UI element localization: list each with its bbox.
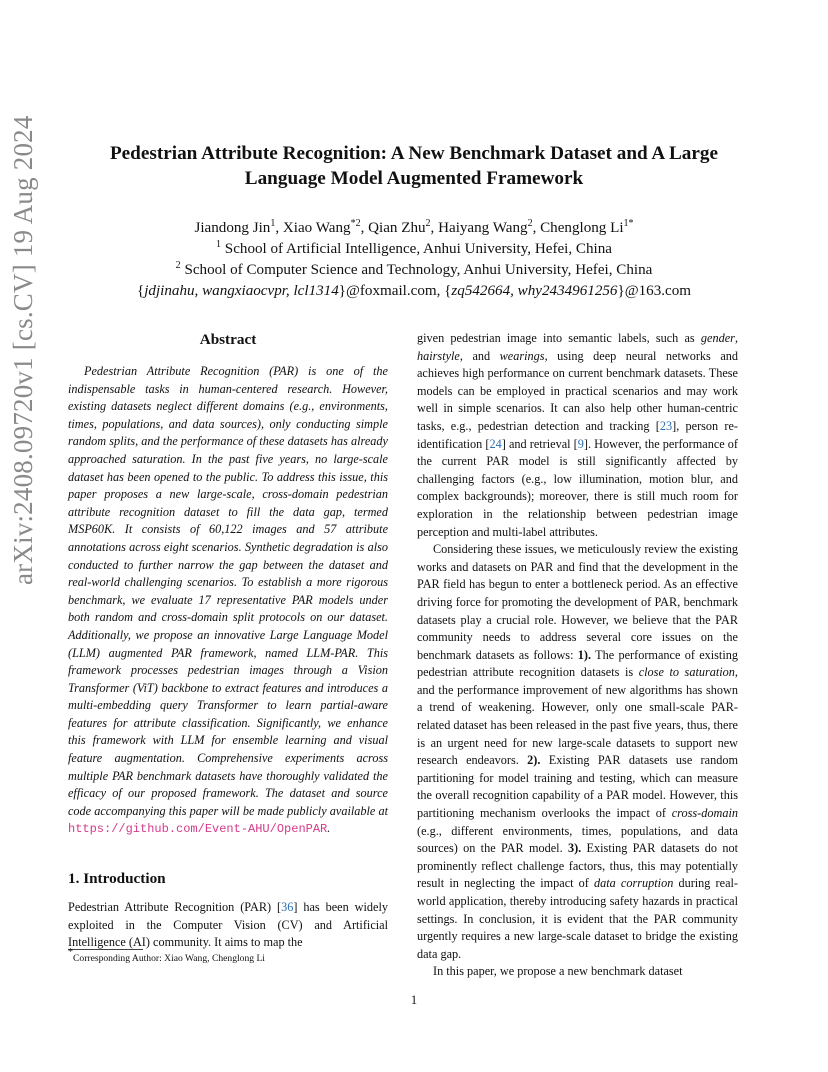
intro-text: ] has been widely exploited in the Computer Vision (CV) and Artificial Intelligence (AI) community. It aims to map the bbox=[68, 900, 389, 950]
body-text: during real-world application, thereby introducing safety hazards in practical settings. In conclusion, it is evident that the PAR community urgently requires a new large-scale dataset to bridge the existing data gap. bbox=[417, 876, 738, 961]
author-list: Jiandong Jin$^1$, Xiao Wang$^{*2}$, Qian Zhu$^2$, Haiyang Wang$^2$, Chenglong $Li^{1*}$ bbox=[194, 218, 634, 236]
left-column bbox=[68, 330, 388, 952]
body-text: given pedestrian image into semantic labels, such as bbox=[417, 331, 701, 345]
body-text: ]. However, the performance of the current PAR model is still significantly affected by challenging factors (e.g., low illumination, motion blur, and complex backgrounds); moreover, there is still much room for exploration in the relationship between pedestrian image perception and multi-label attributes. bbox=[417, 436, 739, 539]
code-link[interactable]: https://github.com/Event-AHU/OpenPAR bbox=[68, 822, 328, 837]
author-affiliation-mark: 2 bbox=[425, 218, 431, 229]
body-text: In this paper, we propose a new benchmark dataset bbox=[433, 964, 683, 979]
affiliation-mark: 2 bbox=[175, 260, 181, 271]
body-text: (e.g., different environments, times, populations, and data sources) on the PAR model. bbox=[417, 823, 738, 856]
body-text: , and bbox=[459, 348, 500, 363]
email-domain-1: }@foxmail.com, bbox=[338, 283, 445, 299]
emphasis: gender bbox=[700, 331, 735, 345]
emphasis: hairstyle bbox=[417, 348, 460, 363]
citation-link[interactable]: 36 bbox=[281, 900, 294, 915]
email-brace: { bbox=[136, 283, 145, 299]
intro-paragraph bbox=[68, 899, 388, 952]
affiliation-2 bbox=[70, 260, 758, 281]
email-group-1: jdjinahu, wangxiaocvpr, lcl1314 bbox=[144, 283, 339, 299]
citation-link[interactable]: 24 bbox=[489, 436, 502, 451]
abstract-text bbox=[68, 363, 388, 839]
enumeration-marker: 3). bbox=[567, 841, 582, 856]
body-text: Considering these issues, we meticulously review the existing works and datasets on PAR and find that the development in the PAR field has begun to enter a bottleneck period. As an effective driving force for promoting the development of PAR, benchmark datasets play a crucial role. However, we believe that the PAR community needs to address several core issues on the benchmark datasets as follows: bbox=[417, 542, 738, 662]
author-name: Xiao Wang bbox=[282, 220, 351, 236]
affiliation-text: School of Artificial Intelligence, Anhui University, Hefei, China bbox=[224, 241, 612, 257]
body-paragraph-3 bbox=[417, 963, 738, 981]
author-emails bbox=[70, 281, 758, 302]
author-affiliation-mark: *2 bbox=[350, 218, 361, 229]
author-name: Chenglong Li bbox=[540, 220, 624, 236]
footnote-mark: * bbox=[68, 947, 73, 958]
affiliation-1 bbox=[70, 239, 758, 260]
body-text: ] and retrieval [ bbox=[501, 436, 578, 451]
citation-link[interactable]: 9 bbox=[577, 436, 584, 451]
affiliation-mark: 1 bbox=[216, 239, 222, 250]
citation-link[interactable]: 23 bbox=[659, 418, 673, 433]
right-column bbox=[417, 330, 738, 981]
arxiv-watermark: arXiv:2408.09720v1 [cs.CV] 19 Aug 2024 bbox=[8, 115, 38, 585]
author-name: Haiyang Wang bbox=[438, 220, 528, 236]
author-affiliation-mark: 1 bbox=[270, 218, 276, 229]
emphasis: data corruption bbox=[594, 876, 674, 891]
title-line-2: Language Model Augmented Framework bbox=[244, 168, 584, 189]
page-number: 1 bbox=[410, 993, 418, 1007]
email-group-2: zq542664, why2434961256 bbox=[451, 283, 618, 299]
email-domain-2: }@163.com bbox=[617, 283, 691, 299]
email-brace: { bbox=[444, 283, 452, 299]
section-heading-introduction: 1. Introduction bbox=[68, 870, 166, 888]
author-name: Qian Zhu bbox=[368, 220, 426, 236]
footnote bbox=[68, 947, 265, 965]
body-text: ], person re-identification [ bbox=[417, 418, 738, 451]
abstract-end: . bbox=[327, 821, 331, 836]
enumeration-marker: 1). bbox=[577, 647, 592, 662]
body-text: Existing PAR datasets use random partitioning for model training and testing, which can measure the overall recognition capability of a PAR model. However, this partitioning mechanism overlooks the impact of bbox=[417, 753, 738, 821]
author-block bbox=[70, 218, 758, 302]
body-paragraph-1 bbox=[417, 330, 738, 541]
body-text: , and the performance improvement of new algorithms has shown a trend of weakening. However, only one small-scale PAR-related dataset has been released in the past five years, thus, there is an urgent need for new large-scale datasets to support new research endeavors. bbox=[417, 665, 738, 768]
intro-text: Pedestrian Attribute Recognition (PAR) [ bbox=[68, 900, 282, 915]
body-text: The performance of existing pedestrian attribute recognition datasets is bbox=[417, 647, 738, 680]
footnote-text: Corresponding Author: Xiao Wang, Chenglong Li bbox=[73, 953, 265, 964]
affiliation-text: School of Computer Science and Technology, Anhui University, Hefei, China bbox=[184, 262, 653, 278]
enumeration-marker: 2). bbox=[527, 753, 541, 768]
paper-title bbox=[70, 141, 758, 191]
title-line-1: Pedestrian Attribute Recognition: A New Benchmark Dataset and A Large bbox=[109, 143, 719, 164]
emphasis: wearings bbox=[499, 348, 545, 363]
abstract-body: Pedestrian Attribute Recognition (PAR) is one of the indispensable tasks in human-centered research. However, existing datasets neglect different domains (e.g., environments, times, populations, and data sources), only conducting simple random splits, and the performance of these datasets has already approached saturation. In the past five years, no large-scale dataset has been opened to the public. To address this issue, this paper proposes a new large-scale, cross-domain pedestrian attribute recognition dataset to fill the data gap, termed MSP60K. It consists of 60,122 images and 57 attribute annotations across eight scenarios. Synthetic degradation is also conducted to further narrow the gap between the dataset and real-world challenging scenarios. To establish a more rigorous benchmark, we evaluate 17 representative PAR models under both random and cross-domain split protocols on our dataset. Additionally, we propose an innovative Large Language Model (LLM) augmented PAR framework, named LLM-PAR. This framework processes pedestrian images through a Vision Transformer (ViT) backbone to extract features and introduces a multi-embedding query Transformer to learn partial-aware features for attribute classification. Significantly, we enhance this framework with LLM for ensemble learning and visual feature augmentation. Comprehensive experiments across multiple PAR benchmark datasets have thoroughly validated the efficacy of our proposed framework. The dataset and source code accompanying this paper will be made publicly available at bbox=[68, 364, 388, 818]
body-text: Existing PAR datasets do not prominently reflect challenge factors, thus, this may potentially result in neglecting the impact of bbox=[417, 841, 738, 891]
author-affiliation-mark: 1* bbox=[623, 218, 634, 229]
author-affiliation-mark: 2 bbox=[527, 218, 533, 229]
emphasis: cross-domain bbox=[671, 806, 738, 821]
body-text: , bbox=[734, 331, 738, 345]
footnote-divider bbox=[68, 949, 143, 950]
author-name: Jiandong Jin bbox=[194, 220, 271, 236]
abstract-heading: Abstract bbox=[199, 331, 257, 348]
body-text: , using deep neural networks and achieves high performance on current benchmark datasets. These models can be employed in practical scenarios and may work well in simple scenarios. It can also help other human-centric tasks, e.g., pedestrian detection and tracking [ bbox=[417, 348, 739, 433]
emphasis: close to saturation bbox=[638, 665, 735, 680]
body-paragraph-2 bbox=[417, 541, 738, 963]
